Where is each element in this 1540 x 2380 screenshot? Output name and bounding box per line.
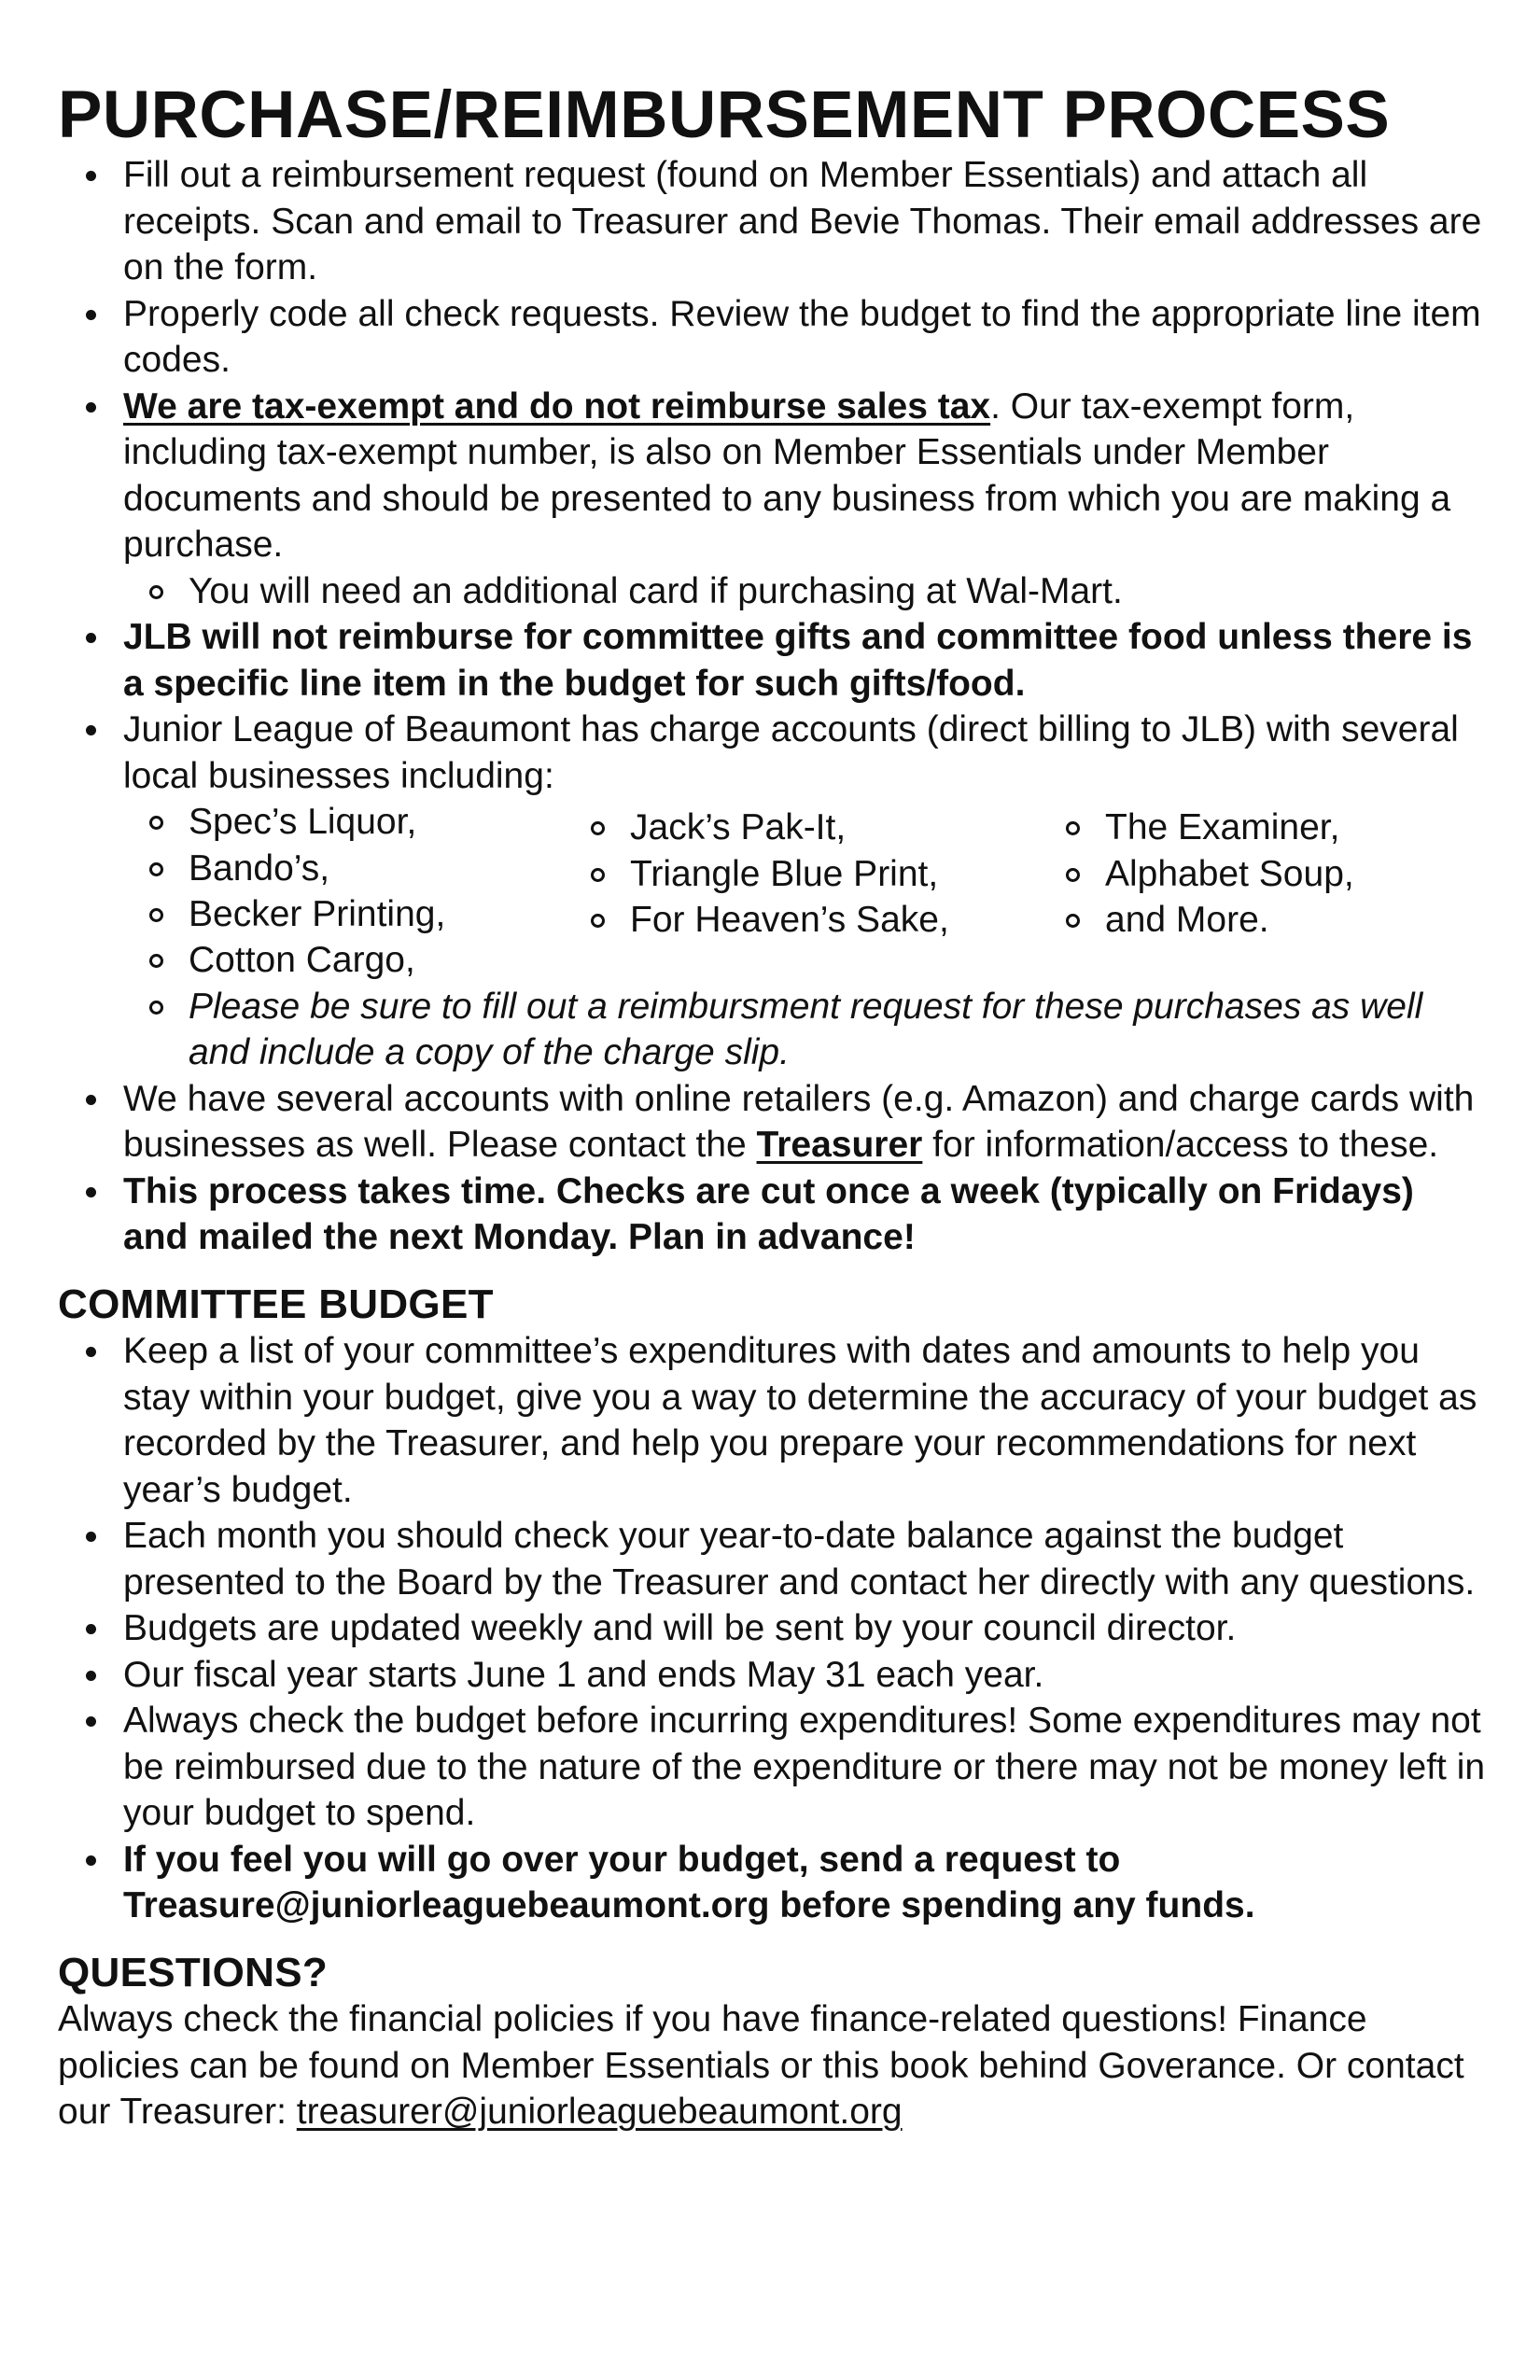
business-item: The Examiner, (974, 805, 1354, 851)
business-item: For Heaven’s Sake, (499, 897, 949, 944)
list-item: Keep a list of your committee’s expenditures with dates and amounts to help you stay within your budget, give you a way to determine the accuracy of your budget as recorded by the Treasurer, and help you prepare your recommendations for next year’s budget. (58, 1328, 1486, 1513)
questions-body: Always check the financial policies if you have finance-related questions! Finance policies can be found on Member Essentials or this book behind Goverance. Or contact our Treasurer: (58, 1999, 1464, 2133)
business-item: Triangle Blue Print, (499, 851, 949, 898)
business-item: and More. (974, 897, 1354, 944)
sub-list-item: You will need an additional card if purchasing at Wal-Mart. (58, 568, 1486, 615)
business-item: Cotton Cargo, (58, 937, 1486, 984)
list-item: Each month you should check your year-to-date balance against the budget presented to the Board by the Treasurer and contact her directly with any questions. (58, 1513, 1486, 1605)
business-item: Bando’s, (58, 846, 445, 892)
treasurer-link[interactable]: Treasurer (756, 1125, 923, 1165)
list-item: If you feel you will go over your budget, send a request to Treasure@juniorleaguebeaumont.org before spending any funds. (58, 1837, 1486, 1929)
business-column-2 (499, 805, 949, 944)
purchase-process-list-continued (58, 937, 1486, 1261)
list-item (58, 1076, 1486, 1169)
questions-text (58, 1996, 1486, 2135)
committee-budget-list (58, 1328, 1486, 1929)
list-item: Fill out a reimbursement request (found on Member Essentials) and attach all receipts. Scan and email to Treasurer and Bevie Thomas. Their email addresses are on the form. (58, 152, 1486, 291)
list-item: Budgets are updated weekly and will be sent by your council director. (58, 1605, 1486, 1652)
business-column-3 (974, 805, 1354, 944)
business-item: Becker Printing, (58, 891, 445, 938)
list-item: Our fiscal year starts June 1 and ends May 31 each year. (58, 1652, 1486, 1699)
document-page (58, 78, 1486, 2135)
list-item: Junior League of Beaumont has charge accounts (direct billing to JLB) with several local businesses including: (58, 707, 1486, 799)
list-item: Always check the budget before incurring expenditures! Some expenditures may not be reimbursed due to the nature of the expenditure or there may not be money left in your budget to spend. (58, 1698, 1486, 1837)
business-item: Jack’s Pak-It, (499, 805, 949, 851)
list-item: Properly code all check requests. Review the budget to find the appropriate line item codes. (58, 291, 1486, 384)
business-item: Spec’s Liquor, (58, 799, 445, 846)
business-item: Alphabet Soup, (974, 851, 1354, 898)
treasurer-email-link[interactable]: treasurer@juniorleaguebeaumont.org (296, 2092, 903, 2133)
online-accounts-text-end: for information/access to these. (922, 1125, 1439, 1165)
business-column-1 (58, 799, 445, 938)
list-item: This process takes time. Checks are cut once a week (typically on Fridays) and mailed the next Monday. Plan in advance! (58, 1169, 1486, 1261)
questions-heading: QUESTIONS? (58, 1949, 329, 1995)
page-title: PURCHASE/REIMBURSEMENT PROCESS (58, 78, 1391, 152)
list-item (58, 384, 1486, 568)
tax-exempt-details: . Our tax-exempt form, including tax-exempt number, is also on Member Essentials under Member documents and should be presented to any business from which you are making a purchase. (123, 385, 1451, 565)
purchase-process-list (58, 152, 1486, 799)
business-list (58, 799, 1486, 940)
charge-slip-note: Please be sure to fill out a reimbursment request for these purchases as well and include a copy of the charge slip. (58, 984, 1486, 1076)
online-accounts-text: We have several accounts with online retailers (e.g. Amazon) and charge cards with businesses as well. Please contact the (123, 1078, 1475, 1165)
tax-exempt-statement: We are tax-exempt and do not reimburse sales tax (123, 385, 991, 427)
list-item: JLB will not reimburse for committee gifts and committee food unless there is a specific line item in the budget for such gifts/food. (58, 614, 1486, 707)
committee-budget-heading: COMMITTEE BUDGET (58, 1281, 494, 1327)
